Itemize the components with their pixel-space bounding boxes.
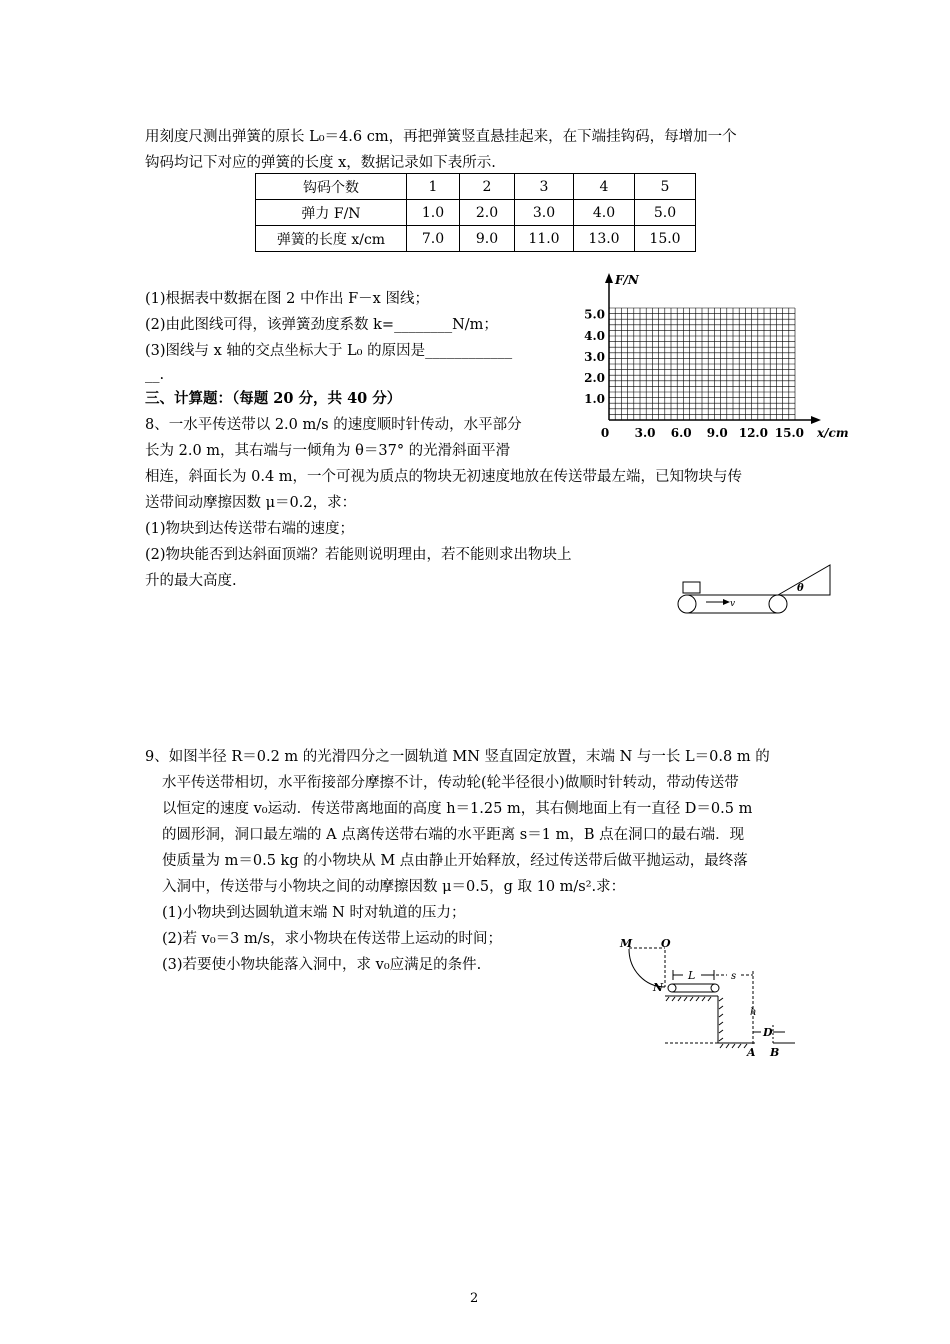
label-s: s	[731, 971, 737, 982]
pulley-left	[668, 984, 676, 992]
q8-line2: 长为 2.0 m，其右端与一倾角为 θ＝37° 的光滑斜面平滑	[145, 443, 511, 459]
chart-grid	[609, 308, 795, 420]
theta-label: θ	[797, 583, 804, 594]
left-pulley	[678, 595, 696, 613]
table-cell: 钩码个数	[256, 174, 407, 200]
q7-sub3: (3)图线与 x 轴的交点坐标大于 L₀ 的原因是____________	[145, 343, 513, 359]
table-cell: 2	[460, 174, 515, 200]
y-tick-label: 5.0	[584, 307, 605, 322]
table-row	[256, 200, 696, 226]
table-cell: 4	[574, 174, 635, 200]
y-tick-label: 3.0	[584, 349, 605, 364]
q9-sub1: (1)小物块到达圆轨道末端 N 时对轨道的压力；	[162, 905, 466, 921]
table-cell: 9.0	[460, 226, 515, 252]
q8-sub1: (1)物块到达传送带右端的速度；	[145, 521, 355, 537]
label-N: N	[653, 981, 664, 994]
velocity-arrowhead	[723, 599, 730, 605]
y-tick-label: 2.0	[584, 370, 605, 385]
ground-bottom-hatch	[720, 1044, 747, 1048]
label-B: B	[770, 1046, 780, 1059]
q9-line3: 以恒定的速度 v₀运动．传送带离地面的高度 h＝1.25 m，其右侧地面上有一直径 D＝0.5 m	[162, 801, 753, 817]
x-tick-label: 6.0	[670, 426, 692, 440]
table-cell: 弹簧的长度 x/cm	[256, 226, 407, 252]
y-axis-arrow	[605, 273, 613, 283]
incline	[778, 565, 830, 595]
conveyor-incline-figure	[670, 560, 840, 620]
q7-intro-line1: 用刻度尺测出弹簧的原长 L₀＝4.6 cm，再把弹簧竖直悬挂起来，在下端挂钩码，每增加一个	[145, 129, 737, 145]
q9-line1: 9、如图半径 R＝0.2 m 的光滑四分之一圆轨道 MN 竖直固定放置，末端 N 与一长 L＝0.8 m 的	[145, 749, 770, 765]
cliff-hatch	[719, 998, 723, 1041]
q9-line6: 入洞中，传送带与小物块之间的动摩擦因数 μ＝0.5，g 取 10 m/s².求：	[162, 879, 626, 895]
ground-top-hatch	[666, 997, 711, 1001]
table-cell: 3.0	[515, 200, 574, 226]
q8-sub2: (2)物块能否到达斜面顶端？若能则说明理由，若不能则求出物块上	[145, 547, 572, 563]
table-cell: 3	[515, 174, 574, 200]
x-tick-label: 15.0	[774, 426, 805, 440]
label-A: A	[747, 1046, 756, 1059]
y-tick-label: 1.0	[584, 391, 605, 406]
label-L: L	[688, 969, 696, 982]
table-cell: 1	[407, 174, 460, 200]
velocity-label: v	[730, 599, 736, 609]
q8-line4: 送带间动摩擦因数 μ＝0.2，求：	[145, 495, 357, 511]
q7-sub2: (2)由此图线可得，该弹簧劲度系数 k=________N/m；	[145, 317, 498, 333]
q8-line3: 相连，斜面长为 0.4 m，一个可视为质点的物块无初速度地放在传送带最左端，已知物块与传	[145, 469, 743, 485]
y-tick-label: 4.0	[584, 328, 605, 343]
q9-sub3: (3)若要使小物块能落入洞中，求 v₀应满足的条件.	[162, 957, 482, 973]
q9-line5: 使质量为 m＝0.5 kg 的小物块从 M 点由静止开始释放，经过传送带后做平抛运动，最终落	[162, 853, 748, 869]
x-tick-label: 3.0	[634, 426, 656, 440]
label-M: M	[620, 937, 633, 950]
table-cell: 4.0	[574, 200, 635, 226]
q9-sub2: (2)若 v₀＝3 m/s，求小物块在传送带上运动的时间；	[162, 931, 503, 947]
y-axis-label: F/N	[615, 273, 639, 287]
x-axis-arrow	[811, 416, 821, 424]
q9-line2: 水平传送带相切，水平衔接部分摩擦不计，传动轮(轮半径很小)做顺时针转动，带动传送带	[162, 775, 739, 791]
q8-sub2-cont: 升的最大高度.	[145, 573, 237, 589]
table-cell: 15.0	[635, 226, 696, 252]
right-pulley	[769, 595, 787, 613]
q7-sub1: (1)根据表中数据在图 2 中作出 F－x 图线；	[145, 291, 429, 307]
pulley-right	[711, 984, 719, 992]
fx-grid-chart	[585, 270, 855, 445]
q9-line4: 的圆形洞，洞口最左端的 A 点离传送带右端的水平距离 s＝1 m，B 点在洞口的最右端．现	[162, 827, 745, 843]
table-cell: 2.0	[460, 200, 515, 226]
table-cell: 5	[635, 174, 696, 200]
section3-title: 三、计算题：（每题 20 分，共 40 分）	[145, 390, 402, 407]
table-cell: 7.0	[407, 226, 460, 252]
x-tick-label: 0	[600, 426, 610, 440]
table-cell: 13.0	[574, 226, 635, 252]
table-cell: 5.0	[635, 200, 696, 226]
q8-line1: 8、一水平传送带以 2.0 m/s 的速度顺时针传动，水平部分	[145, 417, 522, 433]
q7-sub3-cont: __.	[145, 367, 165, 383]
x-axis-label: x/cm	[817, 426, 849, 440]
label-O: O	[661, 937, 671, 950]
table-row	[256, 174, 696, 200]
page-number: 2	[470, 1291, 479, 1306]
label-D: D	[763, 1026, 773, 1039]
block	[683, 582, 700, 593]
table-cell: 1.0	[407, 200, 460, 226]
x-tick-label: 12.0	[738, 426, 768, 440]
circular-track-conveyor-figure	[615, 935, 805, 1060]
table-cell: 11.0	[515, 226, 574, 252]
label-h: h	[750, 1007, 757, 1018]
table-cell: 弹力 F/N	[256, 200, 407, 226]
table-row	[256, 226, 696, 252]
x-tick-label: 9.0	[706, 426, 728, 440]
spring-data-table	[255, 173, 696, 252]
q7-intro-line2: 钩码均记下对应的弹簧的长度 x，数据记录如下表所示.	[145, 155, 496, 171]
